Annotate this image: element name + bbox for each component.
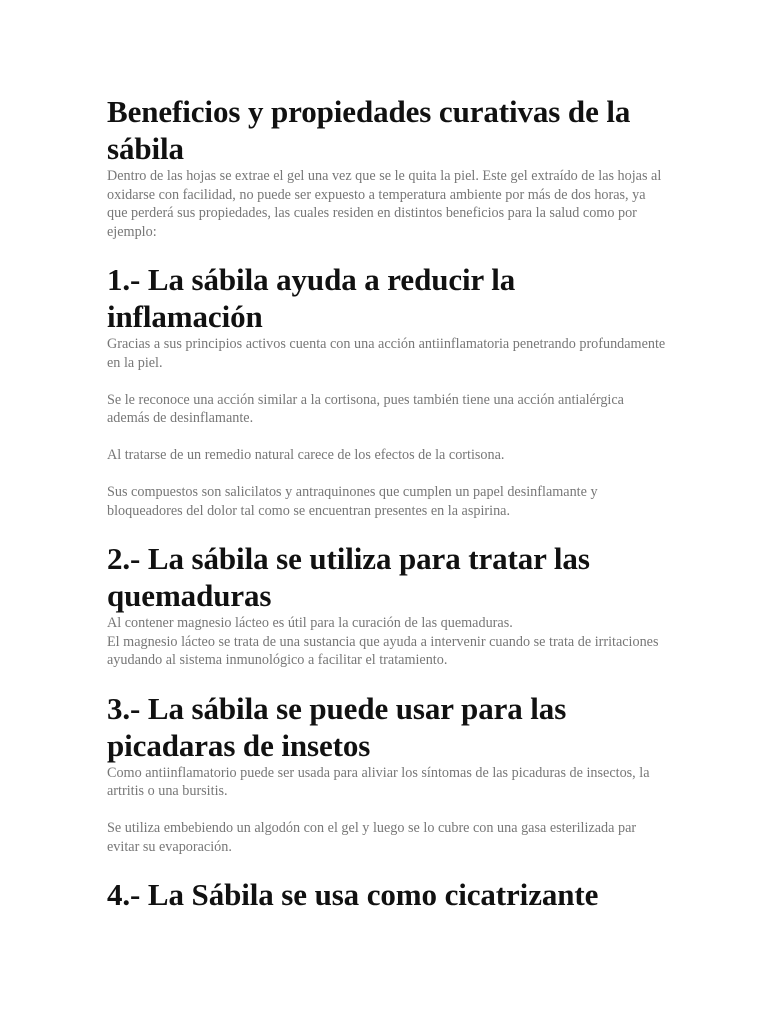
section-heading-4: 4.- La Sábila se usa como cicatrizante [107,877,599,912]
section-1-paragraph-2: Se le reconoce una acción similar a la cortisona, pues también tiene una acción antialérgica además de desinflamante. [107,391,624,426]
section-1-paragraph-1: Gracias a sus principios activos cuenta con una acción antiinflamatoria penetrando profundamente en la piel. [107,336,666,371]
section-3-paragraph-1: Como antiinflamatorio puede ser usada para aliviar los síntomas de las picaduras de insectos, la artritis o una bursitis. [107,764,650,799]
section-1-paragraph-3: Al tratarse de un remedio natural carece de los efectos de la cortisona. [107,447,505,463]
document-page [107,93,667,913]
section-2-paragraph-1: Al contener magnesio lácteo es útil para la curación de las quemaduras. [107,615,513,631]
spacer [107,241,667,261]
spacer [107,670,667,690]
spacer [107,520,667,540]
document-title: Beneficios y propiedades curativas de la sábila [107,94,631,166]
section-heading-2: 2.- La sábila se utiliza para tratar las quemaduras [107,541,590,613]
section-1-paragraph-4: Sus compuestos son salicilatos y antraquinones que cumplen un papel desinflamante y bloqueadores del dolor tal como se encuentran presentes en la aspirina. [107,484,598,519]
section-heading-1: 1.- La sábila ayuda a reducir la inflamación [107,262,516,334]
section-3-paragraph-2: Se utiliza embebiendo un algodón con el gel y luego se lo cubre con una gasa esterilizada par evitar su evaporación. [107,820,637,855]
intro-paragraph: Dentro de las hojas se extrae el gel una vez que se le quita la piel. Este gel extraído de las hojas al oxidarse con facilidad, no puede ser expuesto a temperatura ambiente por más de dos horas, ya que perderá sus propiedades, las cuales residen en distintos beneficios para la salud como por ejemplo: [107,168,662,240]
section-2-paragraph-2: El magnesio lácteo se trata de una sustancia que ayuda a intervenir cuando se trata de irritaciones ayudando al sistema inmunológico a facilitar el tratamiento. [107,633,659,668]
spacer [107,856,667,876]
section-heading-3: 3.- La sábila se puede usar para las picadaras de insetos [107,690,567,763]
